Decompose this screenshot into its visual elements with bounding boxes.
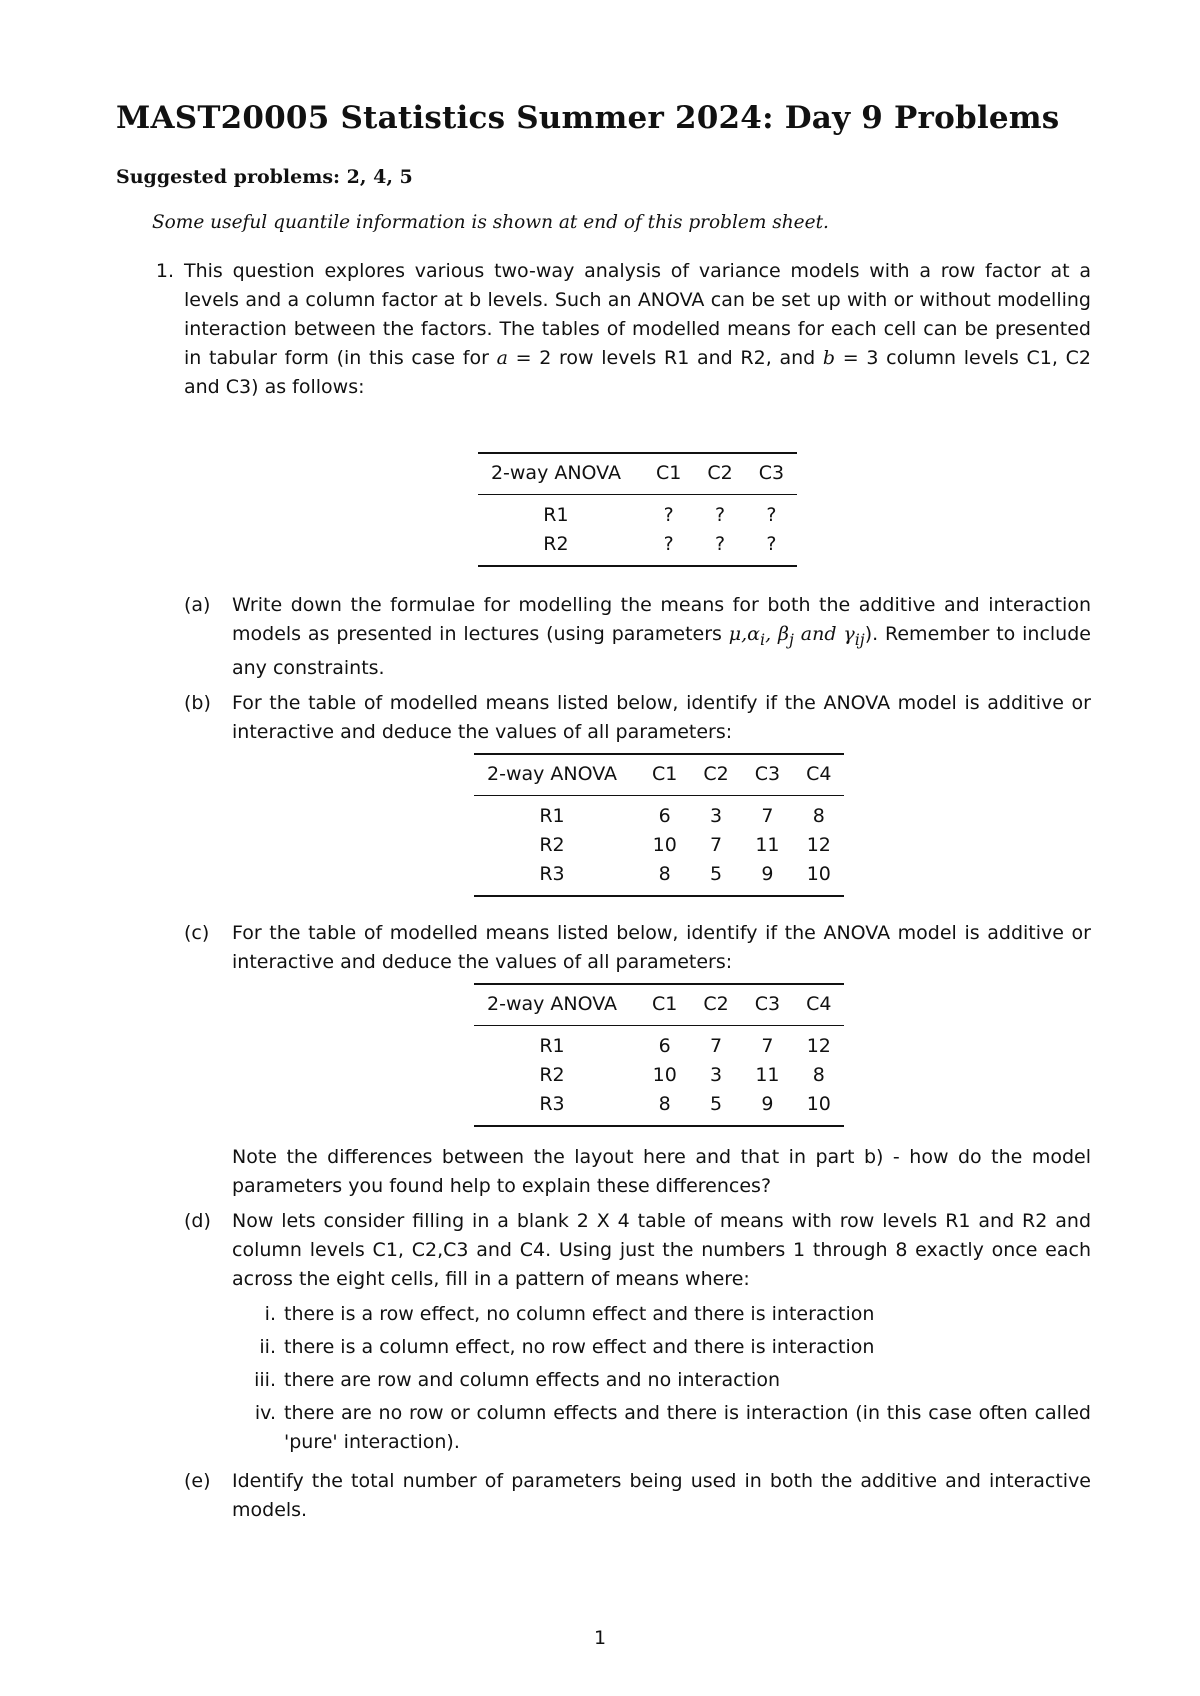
table-row xyxy=(474,860,844,896)
table-cell: 8 xyxy=(639,860,690,896)
table-cell: 8 xyxy=(812,1063,825,1086)
table0-header-1: C1 xyxy=(643,453,694,495)
quantile-note: Some useful quantile information is shown at end of this problem sheet. xyxy=(152,212,829,233)
part-e-text: Identify the total number of parameters being used in both the additive and interactive models. xyxy=(232,1469,1091,1521)
table-row xyxy=(474,795,844,831)
table-cell: 8 xyxy=(812,804,825,827)
table-cell: ? xyxy=(694,530,745,566)
tablec-header-4: C4 xyxy=(793,984,844,1026)
table-cell: 12 xyxy=(806,1034,831,1057)
math-gamma: and γ xyxy=(793,623,855,645)
part-label: (c) xyxy=(184,921,210,944)
part-d-item xyxy=(232,1399,1091,1461)
part-a-text xyxy=(232,591,1091,683)
table-cell: 5 xyxy=(690,860,741,896)
tableb-header-2: C2 xyxy=(690,754,741,796)
table-cell: 9 xyxy=(742,860,793,896)
table-cell: R1 xyxy=(543,504,569,526)
part-b-question: For the table of modelled means listed below, identify if the ANOVA model is additive or interactive and deduce the values of all parameters: xyxy=(232,691,1091,743)
suggested-problems: Suggested problems: 2, 4, 5 xyxy=(116,166,413,188)
table-cell: 7 xyxy=(710,833,723,856)
table-cell: ? xyxy=(714,504,726,526)
tableb-header-0: 2-way ANOVA xyxy=(474,754,639,796)
table0-header-2: C2 xyxy=(694,453,745,495)
table-row xyxy=(478,530,797,566)
table-cell: 10 xyxy=(793,860,844,896)
table-row xyxy=(474,1025,844,1061)
table-cell: ? xyxy=(766,504,777,526)
table-cell: 7 xyxy=(761,804,774,827)
table-row xyxy=(478,495,797,531)
table-cell: 10 xyxy=(793,1090,844,1126)
part-b-text xyxy=(232,689,1091,747)
tablec-header-1: C1 xyxy=(639,984,690,1026)
intro-text-3: = 3 column levels C1, C2 and C3) as follows: xyxy=(184,347,1091,398)
table-cell: ? xyxy=(663,504,674,526)
table-cell: ? xyxy=(746,530,797,566)
table-cell: R2 xyxy=(539,1063,565,1086)
part-a-text-2: ). Remember to include any constraints. xyxy=(232,623,1091,679)
math-mu-alpha: μ,α xyxy=(728,623,761,645)
table-cell: 7 xyxy=(761,1034,774,1057)
table-cell: R3 xyxy=(474,1090,639,1126)
part-label: (e) xyxy=(184,1469,211,1492)
table-cell: 11 xyxy=(755,1063,780,1086)
part-c xyxy=(184,919,1091,977)
part-d-body xyxy=(232,1207,1091,1461)
part-label: (b) xyxy=(184,691,211,714)
anova-table-template xyxy=(478,452,797,567)
table-row xyxy=(474,1090,844,1126)
item-label: ii. xyxy=(259,1335,276,1358)
item-text: there is a column effect, no row effect and there is interaction xyxy=(284,1335,875,1358)
part-a xyxy=(184,591,1091,683)
sub-i: i xyxy=(760,629,766,649)
table-cell: 5 xyxy=(690,1090,741,1126)
table-cell: 7 xyxy=(710,1034,723,1057)
part-d-item xyxy=(232,1300,1091,1333)
part-d-item xyxy=(232,1366,1091,1399)
table-cell: 6 xyxy=(658,804,671,827)
part-c-question: For the table of modelled means listed below, identify if the ANOVA model is additive or interactive and deduce the values of all parameters: xyxy=(232,921,1091,973)
item-text: there are row and column effects and no interaction xyxy=(284,1368,780,1391)
table-cell: 3 xyxy=(710,804,723,827)
table-row xyxy=(474,1061,844,1090)
table-cell: R1 xyxy=(539,804,565,827)
table-cell: R3 xyxy=(474,860,639,896)
item-label: iv. xyxy=(254,1401,276,1424)
problem-sheet xyxy=(116,100,1091,1525)
table-cell: 10 xyxy=(652,833,677,856)
tablec-header-2: C2 xyxy=(690,984,741,1026)
table-cell: 10 xyxy=(652,1063,677,1086)
item-label: iii. xyxy=(254,1368,276,1391)
table-cell: 12 xyxy=(806,833,831,856)
part-d-item xyxy=(232,1333,1091,1366)
math-a: a xyxy=(496,347,508,369)
tablec-header-3: C3 xyxy=(742,984,793,1026)
part-c-note-row xyxy=(184,1143,1091,1201)
part-e xyxy=(184,1467,1091,1525)
question-body xyxy=(184,257,1091,1525)
table-row xyxy=(474,831,844,860)
table0-header-3: C3 xyxy=(746,453,797,495)
math-b: b xyxy=(822,347,836,369)
anova-table-b xyxy=(474,753,844,897)
intro-text-1: This question explores various two-way analysis of variance models with a row factor at a levels and a column factor at b levels. Such an ANOVA can be set up with or without modelling interaction between the factors. The tables of modelled means for each cell can be presented in tabular form (in this case for xyxy=(184,260,1091,369)
table-cell: ? xyxy=(643,530,694,566)
part-d-question: Now lets consider filling in a blank 2 X 4 table of means with row levels R1 and R2 and column levels C1, C2,C3 and C4. Using just the numbers 1 through 8 exactly once each across the eight cells, fill in a pattern of means where: xyxy=(232,1209,1091,1290)
item-label: i. xyxy=(264,1302,276,1325)
part-label: (a) xyxy=(184,594,211,616)
anova-table-c xyxy=(474,983,844,1127)
indent xyxy=(184,1143,232,1201)
tableb-header-1: C1 xyxy=(639,754,690,796)
table-cell: R2 xyxy=(539,833,565,856)
part-a-text-1: Write down the formulae for modelling the means for both the additive and interaction models as presented in lectures (using parameters xyxy=(232,594,1091,645)
part-c-text xyxy=(232,919,1091,977)
table-cell: 6 xyxy=(658,1034,671,1057)
table-cell: 8 xyxy=(639,1090,690,1126)
question-intro xyxy=(184,257,1091,402)
part-d-items xyxy=(232,1300,1091,1461)
table-cell: 9 xyxy=(742,1090,793,1126)
table-cell: 3 xyxy=(710,1063,723,1086)
tableb-header-4: C4 xyxy=(793,754,844,796)
math-beta: , β xyxy=(765,623,789,645)
intro-text-2: = 2 row levels R1 and R2, and xyxy=(507,347,823,369)
table-cell: 11 xyxy=(755,833,780,856)
part-c-note: Note the differences between the layout here and that in part b) - how do the model parameters you found help to explain these differences? xyxy=(232,1145,1091,1197)
part-label: (d) xyxy=(184,1209,211,1232)
page-title: MAST20005 Statistics Summer 2024: Day 9 Problems xyxy=(116,100,1060,136)
part-d xyxy=(184,1207,1091,1461)
item-text: there is a row effect, no column effect and there is interaction xyxy=(284,1302,875,1325)
page-number: 1 xyxy=(593,1627,607,1649)
table-cell: R2 xyxy=(478,530,643,566)
table0-header-0: 2-way ANOVA xyxy=(478,453,643,495)
tableb-header-3: C3 xyxy=(742,754,793,796)
table-cell: R1 xyxy=(539,1034,565,1057)
sub-j: j xyxy=(788,629,794,649)
tablec-header-0: 2-way ANOVA xyxy=(474,984,639,1026)
question-1 xyxy=(116,257,1091,1525)
question-number: 1. xyxy=(155,260,174,282)
part-b xyxy=(184,689,1091,747)
sub-ij: ij xyxy=(854,629,865,649)
item-text: there are no row or column effects and there is interaction (in this case often called 'pure' interaction). xyxy=(284,1401,1091,1453)
